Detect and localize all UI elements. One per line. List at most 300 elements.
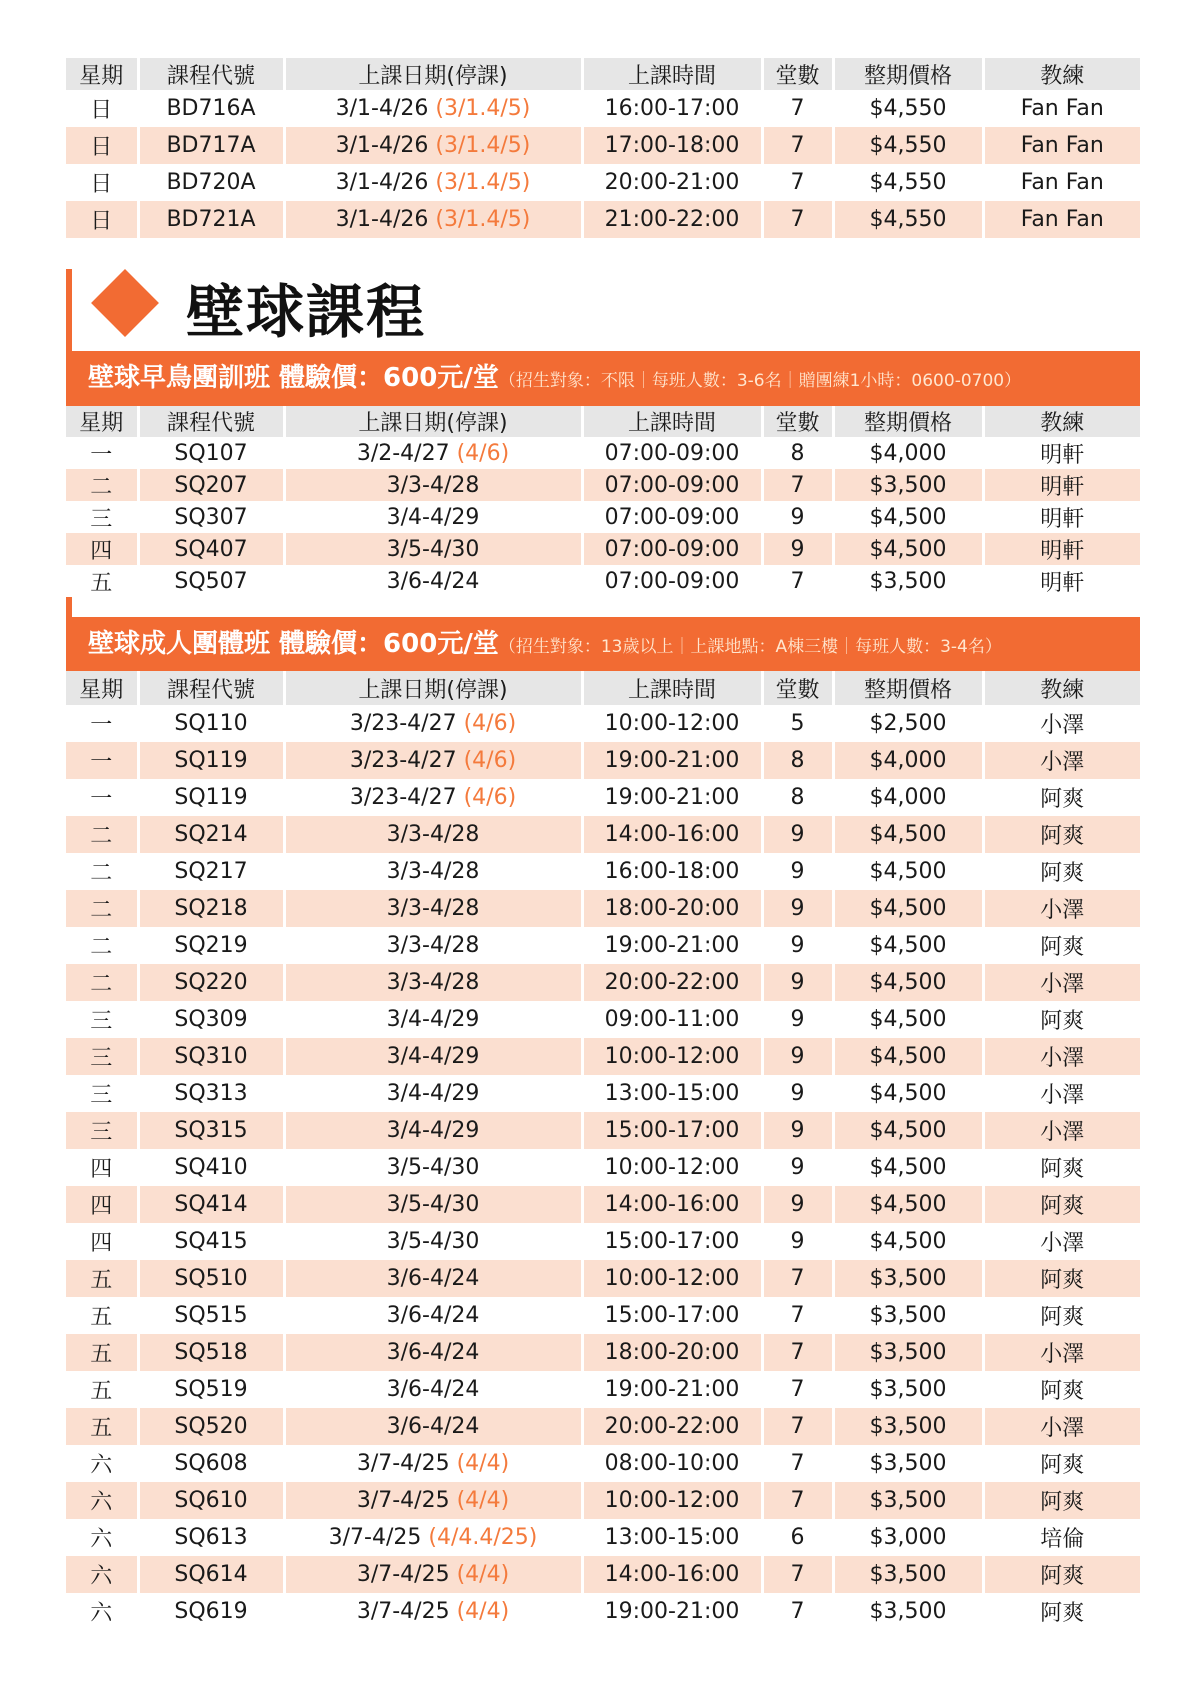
early-bird-banner	[66, 351, 1140, 406]
cell-sessions: 7	[762, 201, 833, 238]
table-row	[66, 90, 1140, 127]
cell-date	[284, 1297, 582, 1334]
header-coach: 教練	[983, 406, 1140, 437]
header-code: 課程代號	[138, 58, 284, 90]
date-range: 3/3-4/28	[386, 472, 480, 498]
cell-date	[284, 1112, 582, 1149]
date-range: 3/2-4/27	[356, 440, 450, 466]
date-range: 3/6-4/24	[386, 1303, 480, 1328]
info-item: 每班人數：3-6名	[651, 371, 782, 391]
cell-coach: 小澤	[983, 890, 1140, 927]
cell-price: $4,500	[833, 890, 983, 927]
section-title: 壁球課程	[186, 278, 427, 346]
cell-price: $4,500	[833, 1038, 983, 1075]
cell-course-code: SQ110	[138, 705, 284, 742]
table-row	[66, 927, 1140, 964]
cell-date	[284, 90, 582, 127]
cell-price: $4,500	[833, 533, 983, 565]
header-date: 上課日期(停課)	[284, 58, 582, 90]
cell-sessions: 9	[762, 533, 833, 565]
cell-day: 日	[66, 90, 138, 127]
date-range: 3/3-4/28	[386, 933, 480, 958]
cell-course-code: SQ515	[138, 1297, 284, 1334]
paren-open: （	[498, 371, 516, 391]
cell-day: 二	[66, 890, 138, 927]
early-bird-title: 壁球早鳥團訓班 體驗價：600元/堂	[88, 363, 499, 393]
cell-time: 15:00-17:00	[582, 1223, 762, 1260]
info-item: 上課地點：A棟三樓	[690, 637, 839, 657]
cell-day: 四	[66, 533, 138, 565]
closure-note: (4/6)	[463, 785, 517, 810]
table-row	[66, 469, 1140, 501]
early-bird-table	[66, 406, 1140, 597]
cell-time: 14:00-16:00	[582, 816, 762, 853]
cell-price: $4,500	[833, 1186, 983, 1223]
cell-sessions: 7	[762, 1556, 833, 1593]
cell-sessions: 9	[762, 853, 833, 890]
cell-price: $4,500	[833, 964, 983, 1001]
cell-price: $4,550	[833, 201, 983, 238]
cell-course-code: SQ619	[138, 1593, 284, 1630]
cell-coach: Fan Fan	[983, 164, 1140, 201]
cell-day: 五	[66, 1297, 138, 1334]
separator: ｜	[838, 637, 856, 657]
cell-sessions: 7	[762, 1482, 833, 1519]
cell-sessions: 8	[762, 742, 833, 779]
cell-course-code: SQ519	[138, 1371, 284, 1408]
table-row	[66, 1112, 1140, 1149]
table-row	[66, 201, 1140, 238]
cell-coach: 阿爽	[983, 927, 1140, 964]
cell-day: 二	[66, 853, 138, 890]
cell-time: 14:00-16:00	[582, 1556, 762, 1593]
cell-coach: 阿爽	[983, 1556, 1140, 1593]
cell-day: 六	[66, 1556, 138, 1593]
cell-sessions: 7	[762, 164, 833, 201]
date-range: 3/1-4/26	[335, 133, 429, 158]
cell-day: 五	[66, 1334, 138, 1371]
cell-course-code: SQ214	[138, 816, 284, 853]
date-range: 3/23-4/27	[349, 711, 457, 736]
cell-price: $4,500	[833, 1075, 983, 1112]
closure-note: (3/1.4/5)	[435, 133, 531, 158]
cell-time: 10:00-12:00	[582, 1260, 762, 1297]
cell-time: 07:00-09:00	[582, 469, 762, 501]
table-row	[66, 1334, 1140, 1371]
cell-course-code: SQ613	[138, 1519, 284, 1556]
cell-time: 19:00-21:00	[582, 927, 762, 964]
cell-coach: 小澤	[983, 1334, 1140, 1371]
header-day: 星期	[66, 58, 138, 90]
cell-course-code: SQ220	[138, 964, 284, 1001]
paren-close: ）	[1004, 371, 1022, 391]
adult-class-info	[499, 637, 1002, 657]
date-range: 3/4-4/29	[386, 1007, 480, 1032]
cell-time: 07:00-09:00	[582, 533, 762, 565]
cell-price: $4,500	[833, 501, 983, 533]
cell-sessions: 9	[762, 1223, 833, 1260]
cell-sessions: 9	[762, 1149, 833, 1186]
cell-day: 六	[66, 1593, 138, 1630]
cell-date	[284, 1334, 582, 1371]
cell-course-code: SQ119	[138, 742, 284, 779]
table-row	[66, 890, 1140, 927]
cell-price: $4,500	[833, 1112, 983, 1149]
closure-note: (4/4)	[456, 1488, 510, 1513]
cell-price: $4,500	[833, 1149, 983, 1186]
cell-date	[284, 1371, 582, 1408]
cell-course-code: SQ510	[138, 1260, 284, 1297]
date-range: 3/7-4/25	[356, 1599, 450, 1624]
cell-date	[284, 1519, 582, 1556]
header-price: 整期價格	[833, 671, 983, 705]
date-range: 3/4-4/29	[386, 1081, 480, 1106]
cell-coach: 明軒	[983, 533, 1140, 565]
header-coach: 教練	[983, 671, 1140, 705]
cell-day: 三	[66, 1075, 138, 1112]
cell-time: 19:00-21:00	[582, 742, 762, 779]
cell-price: $4,500	[833, 853, 983, 890]
cell-day: 一	[66, 779, 138, 816]
cell-time: 13:00-15:00	[582, 1519, 762, 1556]
cell-day: 三	[66, 501, 138, 533]
date-range: 3/6-4/24	[386, 1377, 480, 1402]
cell-coach: 阿爽	[983, 1297, 1140, 1334]
cell-price: $3,500	[833, 1260, 983, 1297]
cell-price: $3,500	[833, 1371, 983, 1408]
cell-date	[284, 127, 582, 164]
cell-date	[284, 1260, 582, 1297]
table-row	[66, 1149, 1140, 1186]
cell-course-code: SQ218	[138, 890, 284, 927]
cell-sessions: 9	[762, 1186, 833, 1223]
cell-sessions: 7	[762, 1408, 833, 1445]
cell-coach: 小澤	[983, 705, 1140, 742]
table-row	[66, 533, 1140, 565]
cell-time: 17:00-18:00	[582, 127, 762, 164]
table-row	[66, 1075, 1140, 1112]
cell-date	[284, 1408, 582, 1445]
cell-day: 一	[66, 705, 138, 742]
cell-coach: 小澤	[983, 1075, 1140, 1112]
table-row	[66, 1038, 1140, 1075]
cell-price: $2,500	[833, 705, 983, 742]
table-row	[66, 1408, 1140, 1445]
table-row	[66, 501, 1140, 533]
cell-time: 08:00-10:00	[582, 1445, 762, 1482]
cell-coach: Fan Fan	[983, 201, 1140, 238]
cell-price: $3,000	[833, 1519, 983, 1556]
date-range: 3/23-4/27	[349, 785, 457, 810]
cell-course-code: SQ309	[138, 1001, 284, 1038]
cell-day: 日	[66, 127, 138, 164]
cell-price: $4,000	[833, 437, 983, 469]
closure-note: (4/4)	[456, 1562, 510, 1587]
date-range: 3/4-4/29	[386, 1044, 480, 1069]
date-range: 3/7-4/25	[356, 1488, 450, 1513]
cell-time: 10:00-12:00	[582, 1149, 762, 1186]
cell-time: 10:00-12:00	[582, 705, 762, 742]
closure-note: (4/6)	[463, 711, 517, 736]
cell-day: 五	[66, 565, 138, 597]
cell-price: $3,500	[833, 1334, 983, 1371]
date-range: 3/5-4/30	[386, 1192, 480, 1217]
paren-open: （	[498, 637, 516, 657]
cell-sessions: 7	[762, 1593, 833, 1630]
cell-date	[284, 1149, 582, 1186]
cell-sessions: 9	[762, 890, 833, 927]
cell-price: $4,000	[833, 779, 983, 816]
cell-price: $4,500	[833, 1223, 983, 1260]
cell-date	[284, 1186, 582, 1223]
diamond-icon	[91, 269, 159, 337]
cell-course-code: BD716A	[138, 90, 284, 127]
cell-course-code: SQ407	[138, 533, 284, 565]
cell-day: 三	[66, 1038, 138, 1075]
cell-time: 07:00-09:00	[582, 501, 762, 533]
table-row	[66, 1482, 1140, 1519]
cell-date	[284, 853, 582, 890]
cell-course-code: BD721A	[138, 201, 284, 238]
cell-course-code: SQ310	[138, 1038, 284, 1075]
table-row	[66, 1556, 1140, 1593]
cell-day: 五	[66, 1260, 138, 1297]
cell-course-code: SQ219	[138, 927, 284, 964]
table-row	[66, 964, 1140, 1001]
cell-coach: 明軒	[983, 501, 1140, 533]
cell-date	[284, 469, 582, 501]
cell-sessions: 7	[762, 1334, 833, 1371]
cell-time: 18:00-20:00	[582, 1334, 762, 1371]
cell-sessions: 9	[762, 927, 833, 964]
adult-class-table	[66, 671, 1140, 1630]
cell-day: 四	[66, 1149, 138, 1186]
header-price: 整期價格	[833, 406, 983, 437]
table-row	[66, 816, 1140, 853]
date-range: 3/6-4/24	[386, 1266, 480, 1291]
header-day: 星期	[66, 406, 138, 437]
date-range: 3/7-4/25	[356, 1451, 450, 1476]
header-sessions: 堂數	[762, 406, 833, 437]
early-bird-info	[499, 371, 1021, 391]
cell-day: 一	[66, 742, 138, 779]
cell-time: 14:00-16:00	[582, 1186, 762, 1223]
cell-date	[284, 779, 582, 816]
cell-date	[284, 437, 582, 469]
cell-sessions: 9	[762, 1001, 833, 1038]
date-range: 3/1-4/26	[335, 170, 429, 195]
date-range: 3/7-4/25	[356, 1562, 450, 1587]
cell-sessions: 7	[762, 1371, 833, 1408]
cell-day: 二	[66, 927, 138, 964]
cell-day: 二	[66, 469, 138, 501]
cell-sessions: 7	[762, 565, 833, 597]
date-range: 3/23-4/27	[349, 748, 457, 773]
cell-date	[284, 1001, 582, 1038]
date-range: 3/5-4/30	[386, 1155, 480, 1180]
header-code: 課程代號	[138, 406, 284, 437]
cell-time: 15:00-17:00	[582, 1297, 762, 1334]
cell-time: 10:00-12:00	[582, 1038, 762, 1075]
closure-note: (4/6)	[456, 440, 510, 466]
cell-date	[284, 890, 582, 927]
cell-sessions: 7	[762, 127, 833, 164]
cell-sessions: 8	[762, 779, 833, 816]
separator: ｜	[781, 371, 799, 391]
cell-sessions: 7	[762, 1297, 833, 1334]
cell-price: $4,500	[833, 927, 983, 964]
cell-price: $3,500	[833, 1482, 983, 1519]
date-range: 3/1-4/26	[335, 96, 429, 121]
table-row	[66, 853, 1140, 890]
cell-time: 21:00-22:00	[582, 201, 762, 238]
cell-day: 三	[66, 1112, 138, 1149]
table-row	[66, 437, 1140, 469]
header-time: 上課時間	[582, 406, 762, 437]
info-item: 贈團練1小時：0600-0700	[798, 371, 1005, 391]
cell-date	[284, 742, 582, 779]
table-row	[66, 1445, 1140, 1482]
cell-coach: 小澤	[983, 1223, 1140, 1260]
adult-class-banner	[66, 617, 1140, 671]
cell-price: $3,500	[833, 1556, 983, 1593]
paren-close: ）	[984, 637, 1002, 657]
table-row	[66, 565, 1140, 597]
cell-course-code: BD720A	[138, 164, 284, 201]
cell-coach: 小澤	[983, 964, 1140, 1001]
cell-coach: 阿爽	[983, 816, 1140, 853]
cell-date	[284, 1445, 582, 1482]
date-range: 3/3-4/28	[386, 970, 480, 995]
info-item: 招生對象：不限	[515, 371, 635, 391]
cell-course-code: SQ410	[138, 1149, 284, 1186]
cell-day: 四	[66, 1223, 138, 1260]
cell-price: $3,500	[833, 1297, 983, 1334]
header-date: 上課日期(停課)	[284, 671, 582, 705]
cell-sessions: 9	[762, 964, 833, 1001]
cell-coach: 小澤	[983, 742, 1140, 779]
cell-time: 18:00-20:00	[582, 890, 762, 927]
cell-sessions: 7	[762, 1260, 833, 1297]
table-row	[66, 1593, 1140, 1630]
table-row	[66, 1297, 1140, 1334]
cell-price: $4,500	[833, 816, 983, 853]
cell-sessions: 8	[762, 437, 833, 469]
table-row	[66, 164, 1140, 201]
cell-day: 三	[66, 1001, 138, 1038]
cell-time: 16:00-17:00	[582, 90, 762, 127]
date-range: 3/5-4/30	[386, 536, 480, 562]
cell-price: $3,500	[833, 469, 983, 501]
cell-coach: 明軒	[983, 437, 1140, 469]
cell-date	[284, 1556, 582, 1593]
cell-day: 五	[66, 1371, 138, 1408]
cell-time: 07:00-09:00	[582, 437, 762, 469]
cell-sessions: 7	[762, 469, 833, 501]
cell-course-code: SQ608	[138, 1445, 284, 1482]
cell-sessions: 9	[762, 1112, 833, 1149]
table-row	[66, 1371, 1140, 1408]
table-row	[66, 1260, 1140, 1297]
cell-sessions: 9	[762, 501, 833, 533]
cell-time: 16:00-18:00	[582, 853, 762, 890]
date-range: 3/1-4/26	[335, 207, 429, 232]
cell-time: 20:00-21:00	[582, 164, 762, 201]
cell-coach: 小澤	[983, 1112, 1140, 1149]
cell-course-code: SQ313	[138, 1075, 284, 1112]
cell-sessions: 9	[762, 1038, 833, 1075]
cell-time: 20:00-22:00	[582, 964, 762, 1001]
table-header-row	[66, 58, 1140, 90]
cell-date	[284, 816, 582, 853]
closure-note: (3/1.4/5)	[435, 170, 531, 195]
cell-day: 四	[66, 1186, 138, 1223]
cell-course-code: SQ107	[138, 437, 284, 469]
date-range: 3/4-4/29	[386, 1118, 480, 1143]
table-header-row	[66, 406, 1140, 437]
cell-course-code: SQ614	[138, 1556, 284, 1593]
cell-course-code: SQ315	[138, 1112, 284, 1149]
cell-date	[284, 533, 582, 565]
cell-coach: Fan Fan	[983, 127, 1140, 164]
cell-day: 二	[66, 964, 138, 1001]
cell-day: 五	[66, 1408, 138, 1445]
cell-coach: 小澤	[983, 1038, 1140, 1075]
closure-note: (3/1.4/5)	[435, 207, 531, 232]
date-range: 3/3-4/28	[386, 822, 480, 847]
header-code: 課程代號	[138, 671, 284, 705]
cell-time: 07:00-09:00	[582, 565, 762, 597]
separator: ｜	[634, 371, 652, 391]
closure-note: (4/4)	[456, 1451, 510, 1476]
header-sessions: 堂數	[762, 671, 833, 705]
cell-day: 六	[66, 1519, 138, 1556]
table-row	[66, 1223, 1140, 1260]
cell-coach: 阿爽	[983, 853, 1140, 890]
date-range: 3/6-4/24	[386, 1340, 480, 1365]
cell-date	[284, 964, 582, 1001]
table-row	[66, 127, 1140, 164]
cell-day: 六	[66, 1445, 138, 1482]
cell-sessions: 9	[762, 816, 833, 853]
table-header-row	[66, 671, 1140, 705]
cell-date	[284, 164, 582, 201]
cell-course-code: SQ119	[138, 779, 284, 816]
cell-coach: 培倫	[983, 1519, 1140, 1556]
cell-date	[284, 927, 582, 964]
header-time: 上課時間	[582, 671, 762, 705]
cell-price: $3,500	[833, 1408, 983, 1445]
header-price: 整期價格	[833, 58, 983, 90]
closure-note: (4/6)	[463, 748, 517, 773]
table-row	[66, 1001, 1140, 1038]
cell-price: $4,500	[833, 1001, 983, 1038]
date-range: 3/4-4/29	[386, 504, 480, 530]
date-range: 3/5-4/30	[386, 1229, 480, 1254]
cell-coach: 阿爽	[983, 1149, 1140, 1186]
cell-sessions: 9	[762, 1075, 833, 1112]
cell-date	[284, 1593, 582, 1630]
cell-course-code: SQ610	[138, 1482, 284, 1519]
cell-course-code: SQ414	[138, 1186, 284, 1223]
table-row	[66, 705, 1140, 742]
cell-time: 19:00-21:00	[582, 779, 762, 816]
cell-coach: 明軒	[983, 469, 1140, 501]
date-range: 3/7-4/25	[328, 1525, 422, 1550]
table-row	[66, 1519, 1140, 1556]
cell-price: $3,500	[833, 565, 983, 597]
cell-course-code: SQ507	[138, 565, 284, 597]
